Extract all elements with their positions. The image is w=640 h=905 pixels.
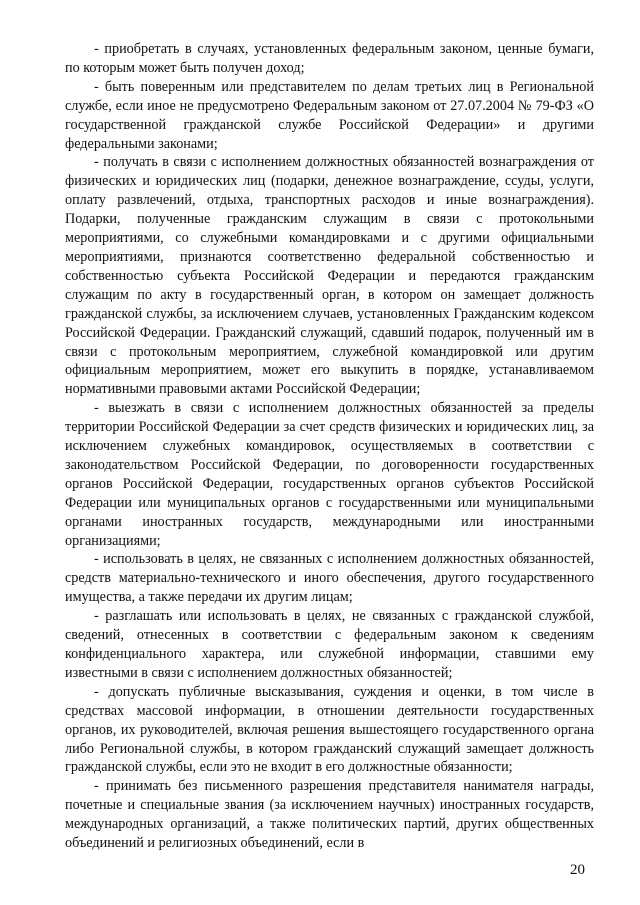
body-text xyxy=(65,40,594,853)
paragraph-public-statements: - допускать публичные высказывания, суждения и оценки, в том числе в средствах массовой информации, в отношении деятельности государственных органов, их руководителей, включая решения вышестоящего государственного органа либо Региональной службы, в котором гражданский служащий замещает должность гражданской службы, если это не входит в его должностные обязанности; xyxy=(65,683,594,776)
paragraph-gifts: - получать в связи с исполнением должностных обязанностей вознаграждения от физических и юридических лиц (подарки, денежное вознаграждение, ссуды, услуги, оплату развлечений, отдыха, транспортных расходов и иные вознаграждения). Подарки, полученные гражданским служащим в связи с протокольными мероприятиями, со служебными командировками и с другими официальными мероприятиями, признаются соответственно федеральной собственностью и собственностью субъекта Российской Федерации и передаются гражданским служащим по акту в государственный орган, в котором он замещает должность гражданской службы, за исключением случаев, установленных Гражданским кодексом Российской Федерации. Гражданский служащий, сдавший подарок, полученный им в связи с протокольным мероприятием, служебной командировкой или другим официальным мероприятием, может его выкупить в порядке, устанавливаемом нормативными правовыми актами Российской Федерации; xyxy=(65,154,594,398)
page-number: 20 xyxy=(570,862,585,878)
paragraph-awards: - принимать без письменного разрешения представителя нанимателя награды, почетные и специальные звания (за исключением научных) иностранных государств, международных организаций, а также политических партий, других общественных объединений и религиозных объединений, если в xyxy=(65,778,594,852)
paragraph-securities: - приобретать в случаях, установленных федеральным законом, ценные бумаги, по которым может быть получен доход; xyxy=(65,41,594,76)
paragraph-representative: - быть поверенным или представителем по делам третьих лиц в Региональной службе, если иное не предусмотрено Федеральным законом от 27.07.2004 № 79-ФЗ «О государственной гражданской службе Российской Федерации» и другими федеральными законами; xyxy=(65,78,594,152)
paragraph-travel-abroad: - выезжать в связи с исполнением должностных обязанностей за пределы территории Российской Федерации за счет средств физических и юридических лиц, за исключением служебных командировок, осуществляемых в соответствии с законодательством Российской Федерации, по договоренности государственных органов Российской Федерации, государственных органов субъектов Российской Федерации или муниципальных органов с государственными или муниципальными органами иностранных государств, международными или иностранными организациями; xyxy=(65,400,594,549)
paragraph-confidential-info: - разглашать или использовать в целях, не связанных с гражданской службой, сведений, отнесенных в соответствии с федеральным законом к сведениям конфиденциального характера, или служебной информации, ставшими ему известными в связи с исполнением должностных обязанностей; xyxy=(65,608,594,681)
paragraph-property-use: - использовать в целях, не связанных с исполнением должностных обязанностей, средств материально-технического и иного обеспечения, другого государственного имущества, а также передачи их другим лицам; xyxy=(65,551,594,606)
